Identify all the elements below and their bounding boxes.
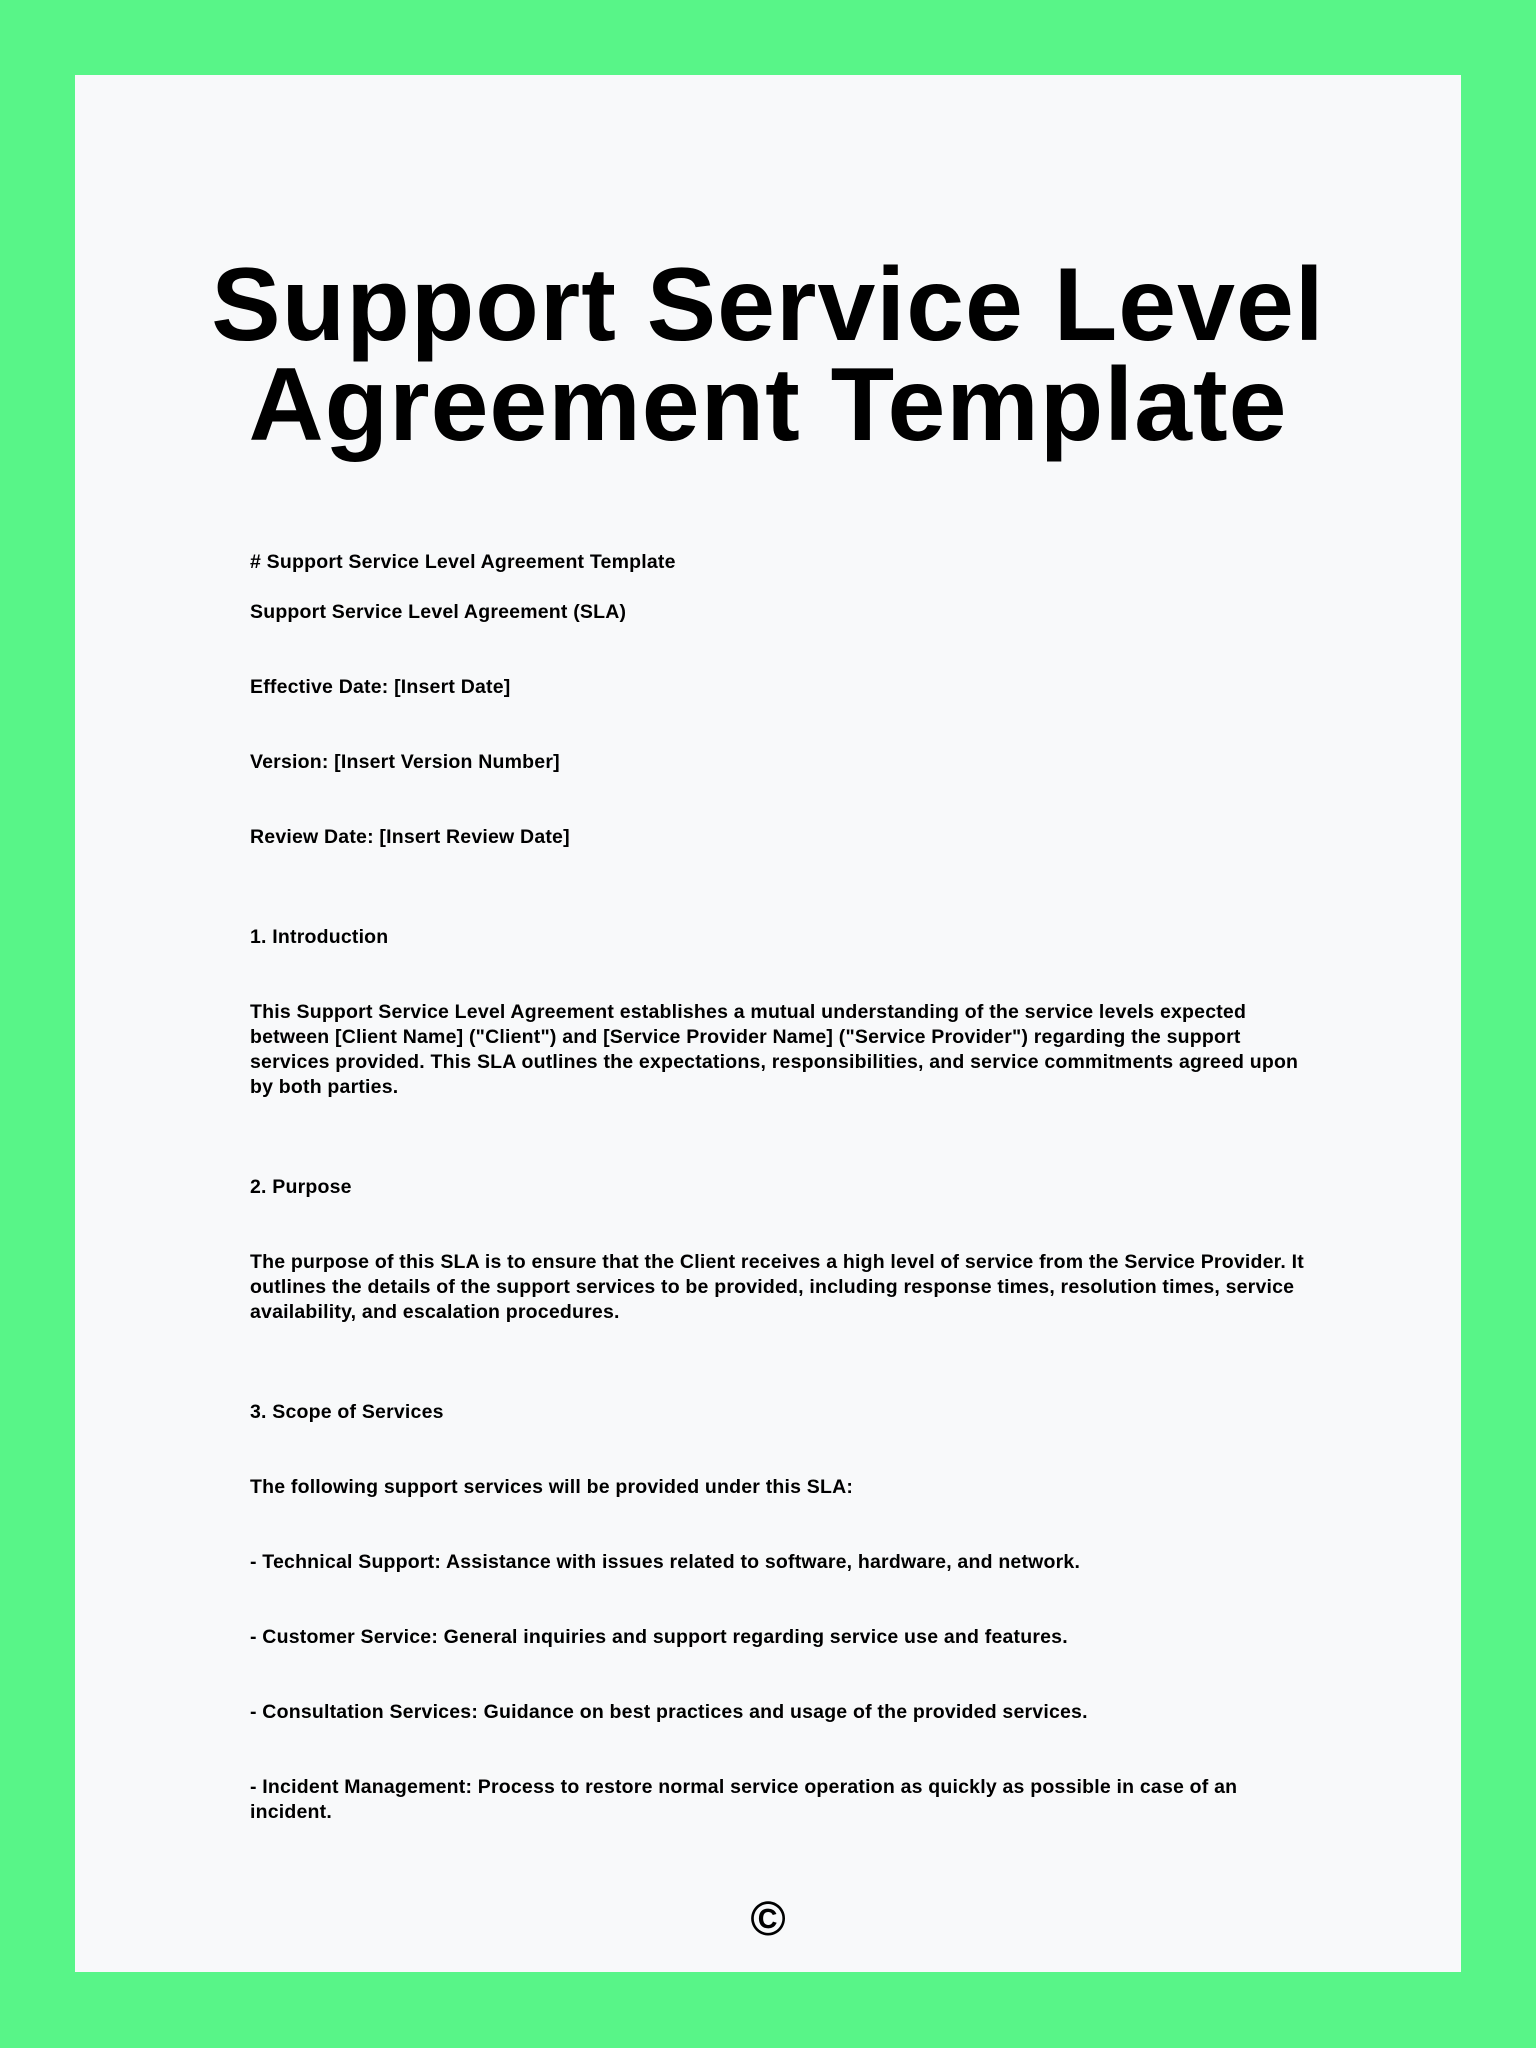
document-page [75,75,1461,1972]
markdown-heading: # Support Service Level Agreement Template [250,551,676,573]
review-date: Review Date: [Insert Review Date] [250,826,570,848]
section-heading-introduction: 1. Introduction [250,926,389,948]
document-title: Support Service Level Agreement Template [211,247,1325,463]
list-item: - Technical Support: Assistance with issues related to software, hardware, and network. [250,1551,1081,1573]
list-item: - Consultation Services: Guidance on best practices and usage of the provided services. [250,1701,1088,1723]
version-number: Version: [Insert Version Number] [250,751,560,773]
copyright-icon: © [750,1893,786,1946]
section-body-scope: The following support services will be provided under this SLA: [250,1476,854,1498]
effective-date: Effective Date: [Insert Date] [250,676,511,698]
section-heading-purpose: 2. Purpose [250,1176,352,1198]
section-body-introduction: This Support Service Level Agreement establishes a mutual understanding of the service levels expected between [Client Name] ("Client") and [Service Provider Name] ("Service Provider") regarding the support services provided. This SLA outlines the expectations, responsibilities, and service commitments agreed upon by both parties. [250,1001,1299,1098]
list-item: - Customer Service: General inquiries and support regarding service use and features. [250,1626,1068,1648]
list-item: - Incident Management: Process to restore normal service operation as quickly as possible in case of an incident. [250,1776,1238,1823]
agreement-subtitle: Support Service Level Agreement (SLA) [250,601,627,623]
section-heading-scope: 3. Scope of Services [250,1401,444,1423]
section-body-purpose: The purpose of this SLA is to ensure that the Client receives a high level of service from the Service Provider. It outlines the details of the support services to be provided, including response times, resolution times, service availability, and escalation procedures. [250,1251,1304,1323]
